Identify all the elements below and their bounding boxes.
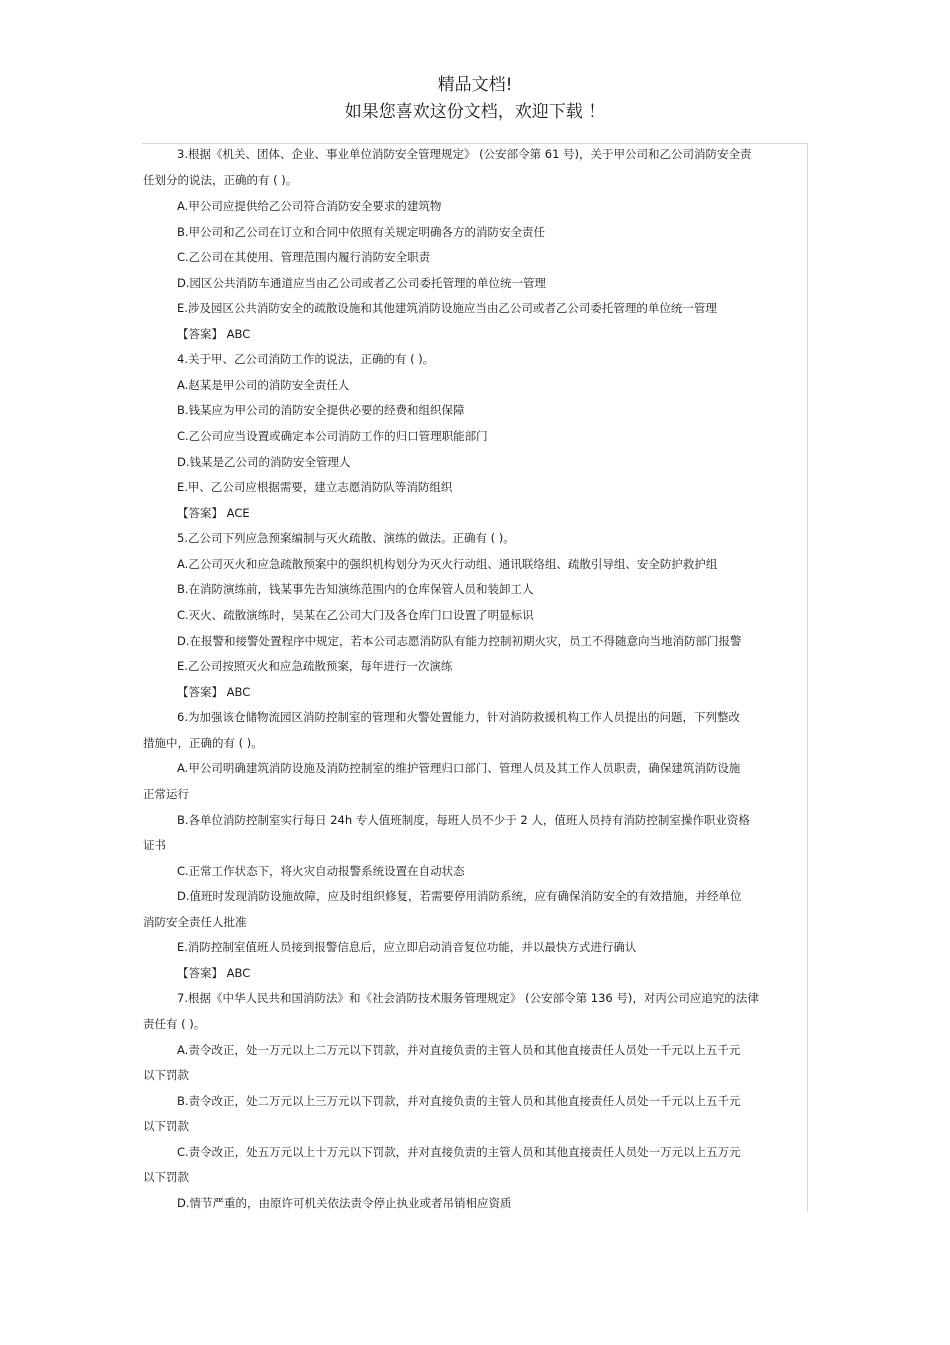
page-header-title: 精品文档! (437, 75, 513, 95)
page-header-subtitle: 如果您喜欢这份文档，欢迎下载 ！ (344, 102, 606, 122)
question-4-answer: 【答案】 ACE (177, 506, 250, 520)
question-5-line-1: 5.乙公司下列应急预案编制与灭火疏散、演练的做法。正确有 ( )。 (177, 531, 515, 545)
question-4-option-d: D.钱某是乙公司的消防安全管理人 (177, 455, 351, 469)
question-7-option-b-cont: 以下罚款 (143, 1119, 189, 1133)
question-5-answer: 【答案】 ABC (177, 685, 251, 699)
question-5-option-a: A.乙公司灭火和应急疏散预案中的强织机构划分为灭火行动组、通讯联络组、疏散引导组、安全防护救护组 (177, 557, 718, 571)
question-4-option-a: A.赵某是甲公司的消防安全责任人 (177, 378, 350, 392)
question-3-option-d: D.园区公共消防车通道应当由乙公司或者乙公司委托管理的单位统一管理 (177, 276, 547, 290)
question-3-line-1: 3.根据《机关、团体、企业、事业单位消防安全管理规定》 (公安部令第 61 号)，关于甲公司和乙公司消防安全责 (177, 147, 752, 161)
question-4-option-e: E.甲、乙公司应根据需要，建立志愿消防队等消防组织 (177, 480, 453, 494)
question-7-option-b: B.责令改正，处二万元以上三万元以下罚款，并对直接负责的主管人员和其他直接责任人员处一千元以上五千元 (177, 1094, 741, 1108)
question-7-option-a-cont: 以下罚款 (143, 1068, 189, 1082)
question-6-option-d: D.值班时发现消防设施故障，应及时组织修复，若需要停用消防系统，应有确保消防安全的有效措施，并经单位 (177, 889, 742, 903)
question-6-option-b-cont: 证书 (143, 838, 166, 852)
question-6-option-c: C.正常工作状态下，将火灾自动报警系统设置在自动状态 (177, 864, 465, 878)
question-6-option-e: E.消防控制室值班人员接到报警信息后，应立即启动消音复位功能，并以最快方式进行确认 (177, 940, 637, 954)
question-6-option-a-cont: 正常运行 (143, 787, 189, 801)
question-6-option-a: A.甲公司明确建筑消防设施及消防控制室的维护管理归口部门、管理人员及其工作人员职责，确保建筑消防设施 (177, 761, 741, 775)
question-6-answer: 【答案】 ABC (177, 966, 251, 980)
question-5-option-d: D.在报警和接警处置程序中规定，若本公司志愿消防队有能力控制初期火灾，员工不得随意向当地消防部门报警 (177, 634, 742, 648)
question-4-option-c: C.乙公司应当设置或确定本公司消防工作的归口管理职能部门 (177, 429, 488, 443)
question-7-option-c-cont: 以下罚款 (143, 1170, 189, 1184)
question-6-option-d-cont: 消防安全责任人批准 (143, 915, 247, 929)
question-3-option-b: B.甲公司和乙公司在订立和合同中依照有关规定明确各方的消防安全责任 (177, 225, 546, 239)
question-6-line-1: 6.为加强该仓储物流园区消防控制室的管理和火警处置能力，针对消防救援机构工作人员提出的问题，下列整改 (177, 710, 740, 724)
question-6-line-2: 措施中，正确的有 ( )。 (143, 736, 263, 750)
question-7-option-a: A.责令改正，处一万元以上二万元以下罚款，并对直接负责的主管人员和其他直接责任人员处一千元以上五千元 (177, 1043, 741, 1057)
question-7-option-d: D.情节严重的，由原许可机关依法责令停止执业或者吊销相应资质 (177, 1196, 512, 1210)
question-7-option-c: C.责令改正，处五万元以上十万元以下罚款，并对直接负责的主管人员和其他直接责任人员处一万元以上五万元 (177, 1145, 741, 1159)
question-5-option-b: B.在消防演练前，钱某事先告知演练范围内的仓库保管人员和装卸工人 (177, 582, 534, 596)
question-4-line-1: 4.关于甲、乙公司消防工作的说法，正确的有 ( )。 (177, 352, 435, 366)
question-7-line-1: 7.根据《中华人民共和国消防法》和《社会消防技术服务管理规定》 (公安部令第 136 号)，对丙公司应追究的法律 (177, 991, 759, 1005)
question-6-option-b: B.各单位消防控制室实行每日 24h 专人值班制度，每班人员不少于 2 人，值班人员持有消防控制室操作职业资格 (177, 813, 750, 827)
question-4-option-b: B.钱某应为甲公司的消防安全提供必要的经费和组织保障 (177, 403, 465, 417)
question-5-option-c: C.灭火、疏散演练时，吴某在乙公司大门及各仓库门口设置了明显标识 (177, 608, 534, 622)
question-3-option-c: C.乙公司在其使用、管理范围内履行消防安全职责 (177, 250, 431, 264)
question-3-answer: 【答案】 ABC (177, 327, 251, 341)
question-7-line-2: 责任有 ( )。 (143, 1017, 206, 1031)
question-3-option-a: A.甲公司应提供给乙公司符合消防安全要求的建筑物 (177, 199, 442, 213)
question-5-option-e: E.乙公司按照灭火和应急疏散预案，每年进行一次演练 (177, 659, 453, 673)
question-3-option-e: E.涉及园区公共消防安全的疏散设施和其他建筑消防设施应当由乙公司或者乙公司委托管理的单位统一管理 (177, 301, 717, 315)
question-3-line-2: 任划分的说法，正确的有 ( )。 (143, 173, 298, 187)
